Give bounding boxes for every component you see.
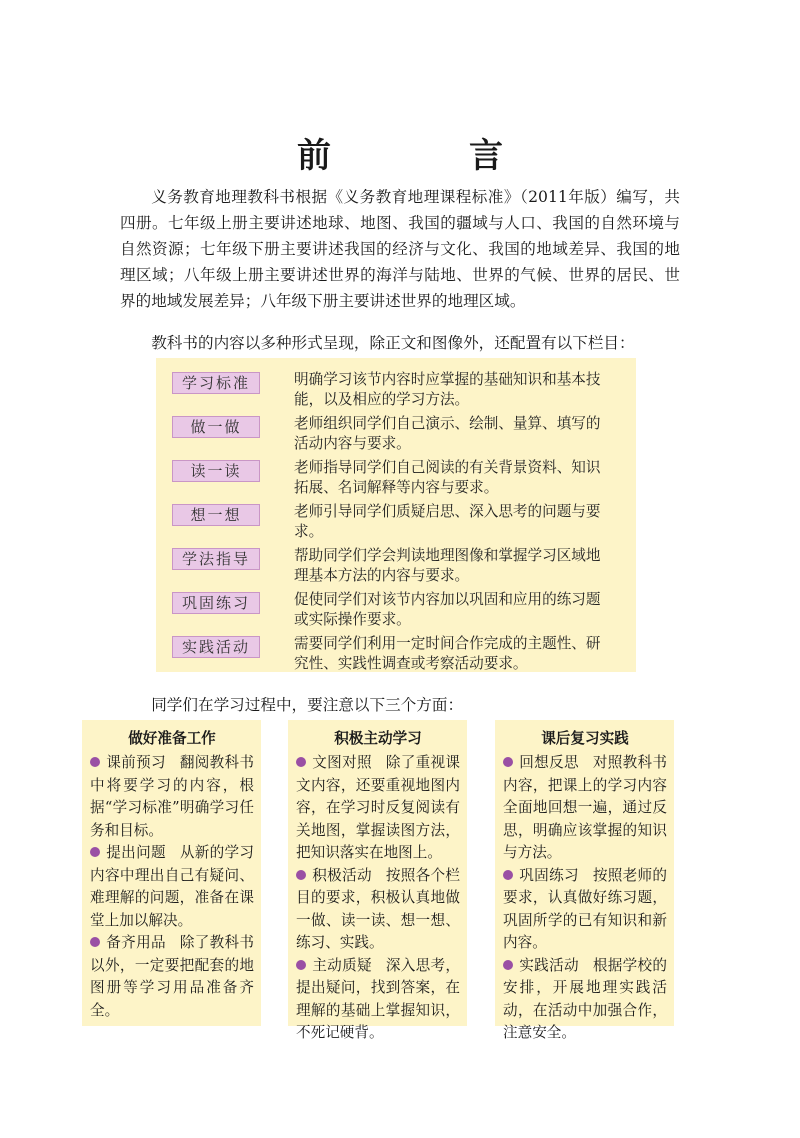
- tips-box-prepare: [82, 720, 261, 1026]
- tip-item: [90, 932, 254, 1022]
- tip-head: 回想反思: [519, 754, 579, 771]
- column-tag: 想一想: [172, 504, 260, 526]
- tip-head: 备齐用品: [106, 934, 166, 951]
- bullet-icon: [296, 757, 306, 767]
- tip-head: 实践活动: [519, 956, 579, 974]
- tip-text: 除了教科书以外，一定要把配套的地图册等学习用品准备齐全。: [90, 934, 254, 1019]
- tip-text: 对照教科书内容，把课上的学习内容全面地回想一遍，通过反思，明确应该掌握的知识与方法。: [503, 754, 667, 861]
- column-row: [172, 370, 636, 412]
- tip-item: [503, 955, 667, 1045]
- bullet-icon: [296, 870, 306, 880]
- tip-text: 按照各个栏目的要求，积极认真地做一做、读一读、想一想、练习、实践。: [296, 866, 460, 951]
- tip-item: [296, 865, 460, 955]
- column-desc: 老师组织同学们自己演示、绘制、量算、填写的活动内容与要求。: [294, 415, 601, 452]
- column-row: [172, 546, 636, 588]
- intro-paragraph: [120, 184, 680, 314]
- intro-text: 义务教育地理教科书根据《义务教育地理课程标准》（2011年版）编写，共四册。七年级上册主要讲述地球、地图、我国的疆域与人口、我国的自然环境与自然资源；七年级下册主要讲述我国的经济与文化、我国的地域差异、我国的地理区域；八年级上册主要讲述世界的海洋与陆地、世界的气候、世界的居民、世界的地域发展差异；八年级下册主要讲述世界的地理区域。: [120, 188, 680, 310]
- column-tag: 巩固练习: [172, 592, 260, 614]
- tip-head: 课前预习: [106, 754, 166, 771]
- bullet-icon: [503, 757, 513, 767]
- tip-text: 按照老师的要求，认真做好练习题，巩固所学的已有知识和新内容。: [503, 866, 667, 951]
- tip-item: [90, 752, 254, 842]
- tip-text: 除了重视课文内容，还要重视地图内容，在学习时反复阅读有关地图，掌握读图方法，把知识落实在地图上。: [296, 754, 460, 861]
- tip-text: 根据学校的安排，开展地理实践活动，在活动中加强合作，注意安全。: [503, 956, 667, 1041]
- column-tag: 学法指导: [172, 548, 260, 570]
- tips-box-active: [288, 720, 467, 1041]
- column-desc: 帮助同学们学会判读地理图像和掌握学习区域地理基本方法的内容与要求。: [294, 547, 601, 584]
- column-tag: 做一做: [172, 416, 260, 438]
- tips-title: 积极主动学习: [334, 730, 422, 747]
- tip-head: 积极活动: [312, 866, 372, 884]
- page-title: 前 言: [297, 136, 555, 176]
- bullet-icon: [503, 960, 513, 970]
- column-desc: 老师引导同学们质疑启思、深入思考的问题与要求。: [294, 503, 601, 540]
- columns-panel: [156, 358, 636, 672]
- columns-lead: 教科书的内容以多种形式呈现，除正文和图像外，还配置有以下栏目：: [151, 334, 635, 352]
- column-row: [172, 502, 636, 544]
- bullet-icon: [90, 847, 100, 857]
- column-desc: 老师指导同学们自己阅读的有关背景资料、知识拓展、名词解释等内容与要求。: [294, 459, 601, 496]
- bullet-icon: [90, 937, 100, 947]
- tip-head: 提出问题: [106, 844, 166, 861]
- tip-item: [503, 865, 667, 955]
- tip-item: [296, 955, 460, 1045]
- tip-text: 深入思考，提出疑问，找到答案，在理解的基础上掌握知识，不死记硬背。: [296, 956, 460, 1041]
- bullet-icon: [90, 757, 100, 767]
- column-tag: 实践活动: [172, 636, 260, 658]
- column-tag: 读一读: [172, 460, 260, 482]
- column-row: [172, 414, 636, 456]
- bullet-icon: [296, 960, 306, 970]
- column-row: [172, 458, 636, 500]
- tip-head: 文图对照: [312, 754, 372, 771]
- column-row: [172, 634, 636, 676]
- tip-item: [296, 752, 460, 865]
- tip-item: [503, 752, 667, 865]
- tip-text: 翻阅教科书中将要学习的内容，根据“学习标准”明确学习任务和目标。: [90, 754, 254, 839]
- tip-item: [90, 842, 254, 932]
- tip-text: 从新的学习内容中理出自己有疑问、难理解的问题，准备在课堂上加以解决。: [90, 844, 254, 929]
- tips-title: 做好准备工作: [128, 730, 216, 747]
- column-desc: 明确学习该节内容时应掌握的基础知识和基本技能，以及相应的学习方法。: [294, 371, 601, 408]
- column-tag: 学习标准: [172, 372, 260, 394]
- tip-head: 巩固练习: [519, 866, 579, 884]
- column-row: [172, 590, 636, 632]
- column-desc: 需要同学们利用一定时间合作完成的主题性、研究性、实践性调查或考察活动要求。: [294, 635, 601, 672]
- tips-title: 课后复习实践: [541, 730, 629, 747]
- aspects-lead: 同学们在学习过程中，要注意以下三个方面：: [151, 696, 464, 714]
- column-desc: 促使同学们对该节内容加以巩固和应用的练习题或实际操作要求。: [294, 591, 601, 628]
- bullet-icon: [503, 870, 513, 880]
- tips-box-review: [495, 720, 674, 1041]
- tip-head: 主动质疑: [312, 956, 372, 974]
